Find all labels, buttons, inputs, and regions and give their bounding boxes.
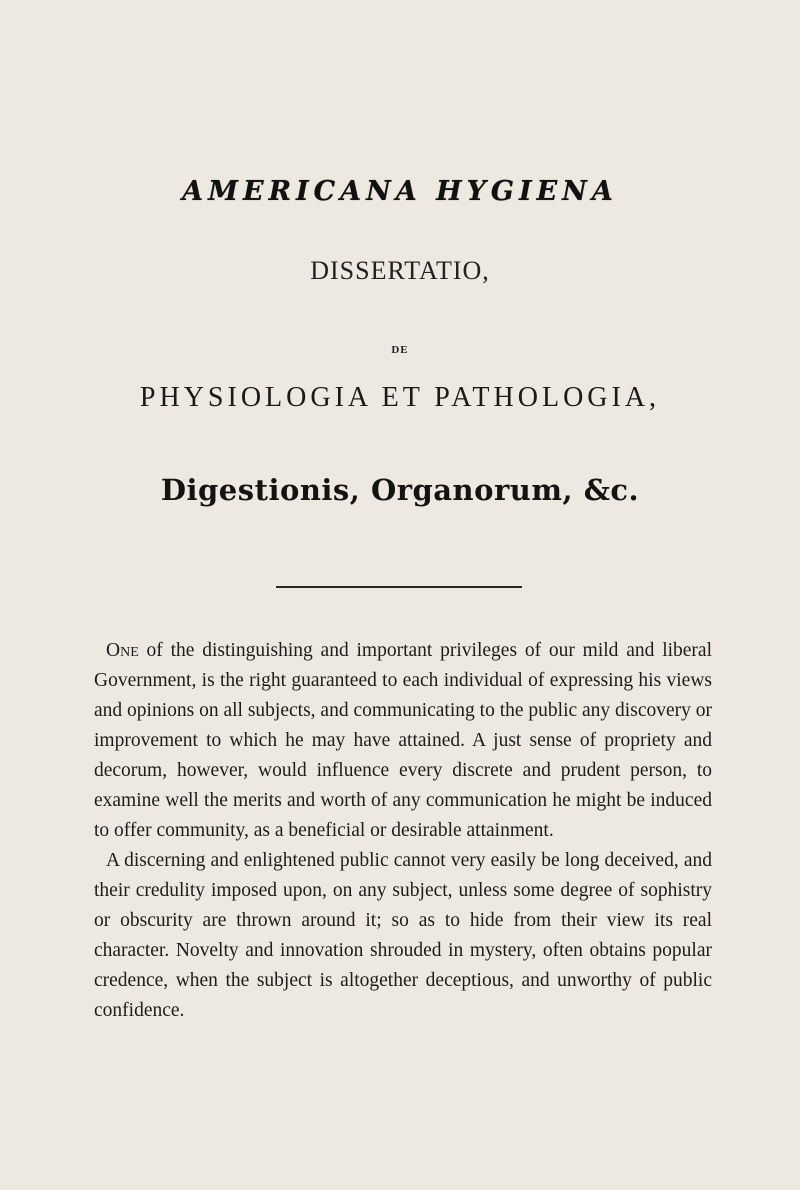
subject-heading: PHYSIOLOGIA ET PATHOLOGIA, bbox=[139, 382, 661, 413]
paragraph-2: A discerning and enlightened public cannot very easily be long deceived, and their credulity imposed upon, on any subject, unless some degree of sophistry or obscurity are thrown around it; so as to hide from their view its real character. Novelty and innovation shrouded in mystery, often obtains popular credence, when the subject is altogether deceptious, and unworthy of public confidence. bbox=[94, 850, 712, 1021]
section-rule bbox=[276, 586, 522, 588]
paragraph-1-text: of the distinguishing and important privileges of our mild and liberal Government, is the right guaranteed to each individual of expressing his views and opinions on all subjects, and communicating to the public any discovery or improvement to which he may have attained. A just sense of propriety and decorum, however, would influence every discrete and prudent person, to examine well the merits and worth of any communication he might be induced to offer community, as a beneficial or desirable attainment. bbox=[94, 640, 712, 841]
paragraph-lead-word: One bbox=[106, 640, 139, 661]
body-text bbox=[94, 636, 712, 1026]
paragraph-1 bbox=[94, 636, 712, 846]
de-label: DE bbox=[391, 344, 409, 356]
dissertatio-heading: DISSERTATIO, bbox=[310, 256, 490, 285]
running-title: AMERICANA HYGIENA bbox=[182, 176, 618, 207]
blackletter-subtitle: Digestionis, Organorum, &c. bbox=[160, 473, 640, 507]
